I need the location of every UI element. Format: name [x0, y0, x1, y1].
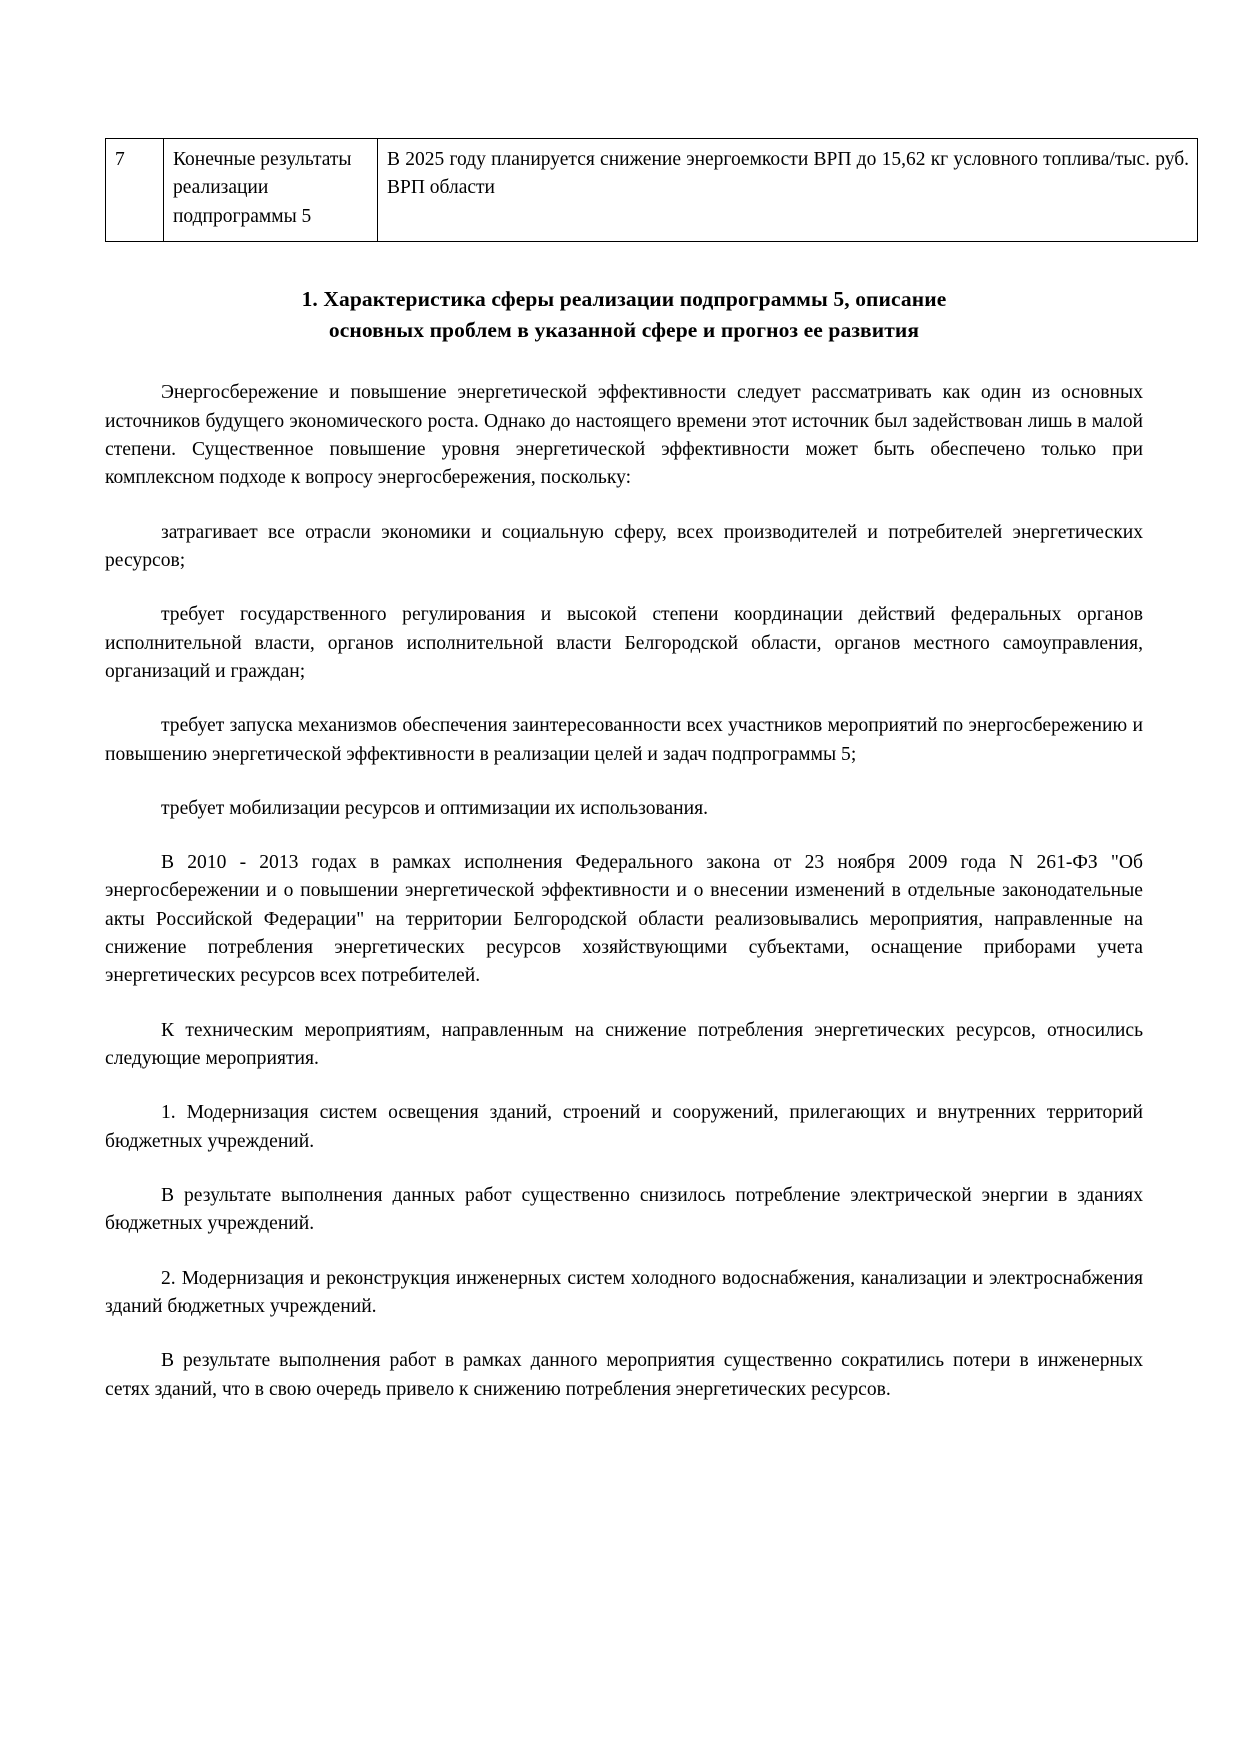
body-paragraph: В 2010 - 2013 годах в рамках исполнения Федерального закона от 23 ноября 2009 года N 261-ФЗ "Об энергосбережении и о повышении энергетической эффективности и о внесении изменений в отдельные законодательные акты Российской Федерации" на территории Белгородской области реализовывались мероприятия, направленные на снижение потребления энергетических ресурсов хозяйствующими субъектами, оснащение приборами учета энергетических ресурсов всех потребителей.	[105, 852, 1143, 987]
body-paragraph: 2. Модернизация и реконструкция инженерных систем холодного водоснабжения, канализации и электроснабжения зданий бюджетных учреждений.	[105, 1267, 1143, 1317]
body-paragraph: В результате выполнения работ в рамках данного мероприятия существенно сократились потери в инженерных сетях зданий, что в свою очередь привело к снижению потребления энергетических ресурсов.	[105, 1350, 1143, 1400]
body-paragraph: В результате выполнения данных работ существенно снизилось потребление электрической энергии в зданиях бюджетных учреждений.	[105, 1184, 1143, 1235]
program-results-table	[105, 138, 1198, 242]
body-paragraph: требует государственного регулирования и высокой степени координации действий федеральных органов исполнительной власти, органов исполнительной власти Белгородской области, органов местного самоуправления, организаций и граждан;	[105, 604, 1143, 682]
body-paragraph: требует мобилизации ресурсов и оптимизации их использования.	[161, 797, 709, 819]
body-paragraph: К техническим мероприятиям, направленным на снижение потребления энергетических ресурсов, относились следующие мероприятия.	[105, 1019, 1143, 1070]
body-paragraph: 1. Модернизация систем освещения зданий, строений и сооружений, прилегающих и внутренних территорий бюджетных учреждений.	[105, 1102, 1143, 1152]
table-cell-row-number: 7	[106, 139, 164, 242]
body-paragraph: Энергосбережение и повышение энергетической эффективности следует рассматривать как один из основных источников будущего экономического роста. Однако до настоящего времени этот источник был задействован лишь в малой степени. Существенное повышение уровня энергетической эффективности может быть обеспечено только при комплексном подходе к вопросу энергосбережения, поскольку:	[105, 382, 1143, 489]
page-title-line-2: основных проблем в указанной сфере и прогноз ее развития	[328, 318, 920, 343]
body-paragraph: затрагивает все отрасли экономики и социальную сферу, всех производителей и потребителей энергетических ресурсов;	[105, 521, 1143, 571]
table-row	[106, 139, 1198, 242]
body-paragraph: требует запуска механизмов обеспечения заинтересованности всех участников мероприятий по энергосбережению и повышению энергетической эффективности в реализации целей и задач подпрограммы 5;	[105, 715, 1143, 765]
page-title	[105, 284, 1143, 346]
table-cell-parameter-name: Конечные результаты реализации подпрограммы 5	[164, 139, 378, 242]
table-cell-parameter-value: В 2025 году планируется снижение энергоемкости ВРП до 15,62 кг условного топлива/тыс. руб. ВРП области	[378, 139, 1198, 242]
page-title-line-1: 1. Характеристика сферы реализации подпрограммы 5, описание	[301, 287, 947, 312]
